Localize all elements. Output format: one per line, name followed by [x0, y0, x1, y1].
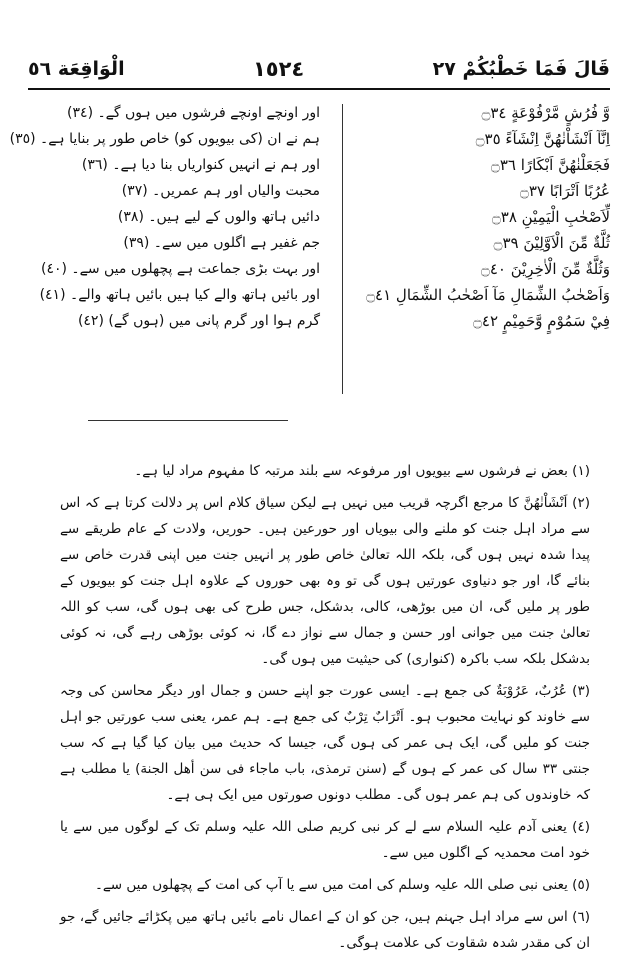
translation-line: اور بہت بڑی جماعت ہے پچھلوں میں سے۔ (٤٠)	[41, 261, 320, 277]
column-divider	[342, 104, 343, 394]
translation-line: ہم نے ان (کی بیویوں کو) خاص طور پر بنایا ہے۔ (٣٥)	[9, 131, 320, 147]
footnotes-section	[60, 458, 590, 962]
arabic-verse: عُرُبًا اَتْرَابًا ۝٣٧	[520, 182, 610, 200]
arabic-verses-column	[366, 100, 610, 334]
arabic-verse: وَاَصْحٰبُ الشِّمَالِ مَآ اَصْحٰبُ الشِّمَالِ ۝٤١	[366, 286, 610, 304]
header-rule	[28, 88, 610, 90]
surah-title: الْوَاقِعَة ٥٦	[28, 58, 125, 80]
translation-line: اور بائیں ہاتھ والے کیا ہیں بائیں ہاتھ والے۔ (٤١)	[39, 287, 320, 303]
arabic-verse: ثُلَّةٌ مِّنَ الْاَوَّلِيْنَ ۝٣٩	[493, 234, 610, 252]
footnote: (١) بعض نے فرشوں سے بیویوں اور مرفوعہ سے بلند مرتبہ کا مفہوم مراد لیا ہے۔	[134, 463, 590, 479]
translation-line: اور ہم نے انہیں کنواریاں بنا دیا ہے۔ (٣٦)	[81, 157, 320, 173]
arabic-verse: وَّ فُرُشٍ مَّرْفُوْعَةٍ ۝٣٤	[481, 104, 610, 122]
footnote: (٦) اس سے مراد اہل جہنم ہیں، جن کو ان کے اعمال نامے بائیں ہاتھ میں پکڑائے جائیں گے، جو ان کی مقدر شدہ شقاوت کی علامت ہوگی۔	[60, 909, 590, 951]
arabic-verse: فَجَعَلْنٰهُنَّ اَبْكَارًا ۝٣٦	[491, 156, 610, 174]
translation-line: دائیں ہاتھ والوں کے لیے ہیں۔ (٣٨)	[117, 209, 320, 225]
footnote: (٢) اَنْشَاْنٰهُنَّ کا مرجع اگرچہ قریب میں نہیں ہے لیکن سیاق کلام اس پر دلالت کرتا ہے کہ اس سے مراد اہل جنت کو ملنے والی بیویاں اور حورعین ہیں۔ حوریں، ولادت کے عام طریقے سے پیدا شدہ نہیں ہوں گی، بلکہ اللہ تعالیٰ خاص طور پر انہیں جنت میں اپنی قدرت خاص سے بنائے گا، اور جو دنیاوی عورتیں ہوں گی تو وہ بھی حوروں کے علاوہ اہل جنت کو بیویوں کے طور پر ملیں گی، ان میں بوڑھی، کالی، بدشکل، جس طرح کی بھی ہوں گی، سب کو اللہ تعالیٰ جنت میں جوانی اور حسن و جمال سے نواز دے گا، نہ کوئی بوڑھی رہے گی، نہ کوئی بدشکل بلکہ سب باکرہ (کنواری) کی حیثیت میں ہوں گی۔	[60, 495, 590, 667]
arabic-verse: وَثُلَّةٌ مِّنَ الْاٰخِرِيْنَ ۝٤٠	[481, 260, 610, 278]
footnote: (٤) یعنی آدم علیہ السلام سے لے کر نبی کریم صلی اللہ علیہ وسلم تک کے لوگوں میں سے یا خود امت محمدیہ کے اگلوں میں سے۔	[60, 819, 590, 861]
arabic-verse: اِنَّآ اَنْشَاْنٰهُنَّ اِنْشَآءً ۝٣٥	[475, 130, 610, 148]
translation-line: گرم ہوا اور گرم پانی میں (ہوں گے) (٤٢)	[77, 313, 320, 329]
translation-line: جم غفیر ہے اگلوں میں سے۔ (٣٩)	[123, 235, 320, 251]
translation-line: اور اونچے اونچے فرشوں میں ہوں گے۔ (٣٤)	[67, 105, 320, 121]
urdu-translation-column	[9, 100, 320, 334]
juz-title: قَالَ فَمَا خَطْبُكُمْ ٢٧	[432, 58, 610, 80]
translation-line: محبت والیاں اور ہم عمریں۔ (٣٧)	[121, 183, 320, 199]
page-number: ١٥٢٤	[252, 57, 305, 81]
arabic-verse: فِيْ سَمُوْمٍ وَّحَمِيْمٍ ۝٤٢	[473, 312, 610, 330]
arabic-verse: لِّاَصْحٰبِ الْيَمِيْنِ ۝٣٨	[491, 208, 610, 226]
footnote-separator	[88, 420, 288, 421]
footnote: (٣) عُرُبٌ، عَرُوْبَةٌ کی جمع ہے۔ ایسی عورت جو اپنے حسن و جمال اور دیگر محاسن کی وجہ سے خاوند کو نہایت محبوب ہو۔ اَتْرَابٌ تِرْبٌ کی جمع ہے۔ ہم عمر، یعنی سب عورتیں جو اہل جنت کو ملیں گی، ایک ہی عمر کی ہوں گی، جیسا کہ حدیث میں بیان کیا گیا ہے کہ سب جنتی ۳۳ سال کی عمر کے ہوں گے (سنن ترمذی، باب ماجاء فی سن أهل الجنة) یا مطلب ہے کہ خاوندوں کی ہم عمر ہوں گی۔ مطلب دونوں صورتوں میں ایک ہی ہے۔	[60, 683, 590, 803]
page-header	[28, 52, 610, 86]
footnote: (٥) یعنی نبی صلی اللہ علیہ وسلم کی امت میں سے یا آپ کی امت کے پچھلوں میں سے۔	[94, 877, 590, 893]
